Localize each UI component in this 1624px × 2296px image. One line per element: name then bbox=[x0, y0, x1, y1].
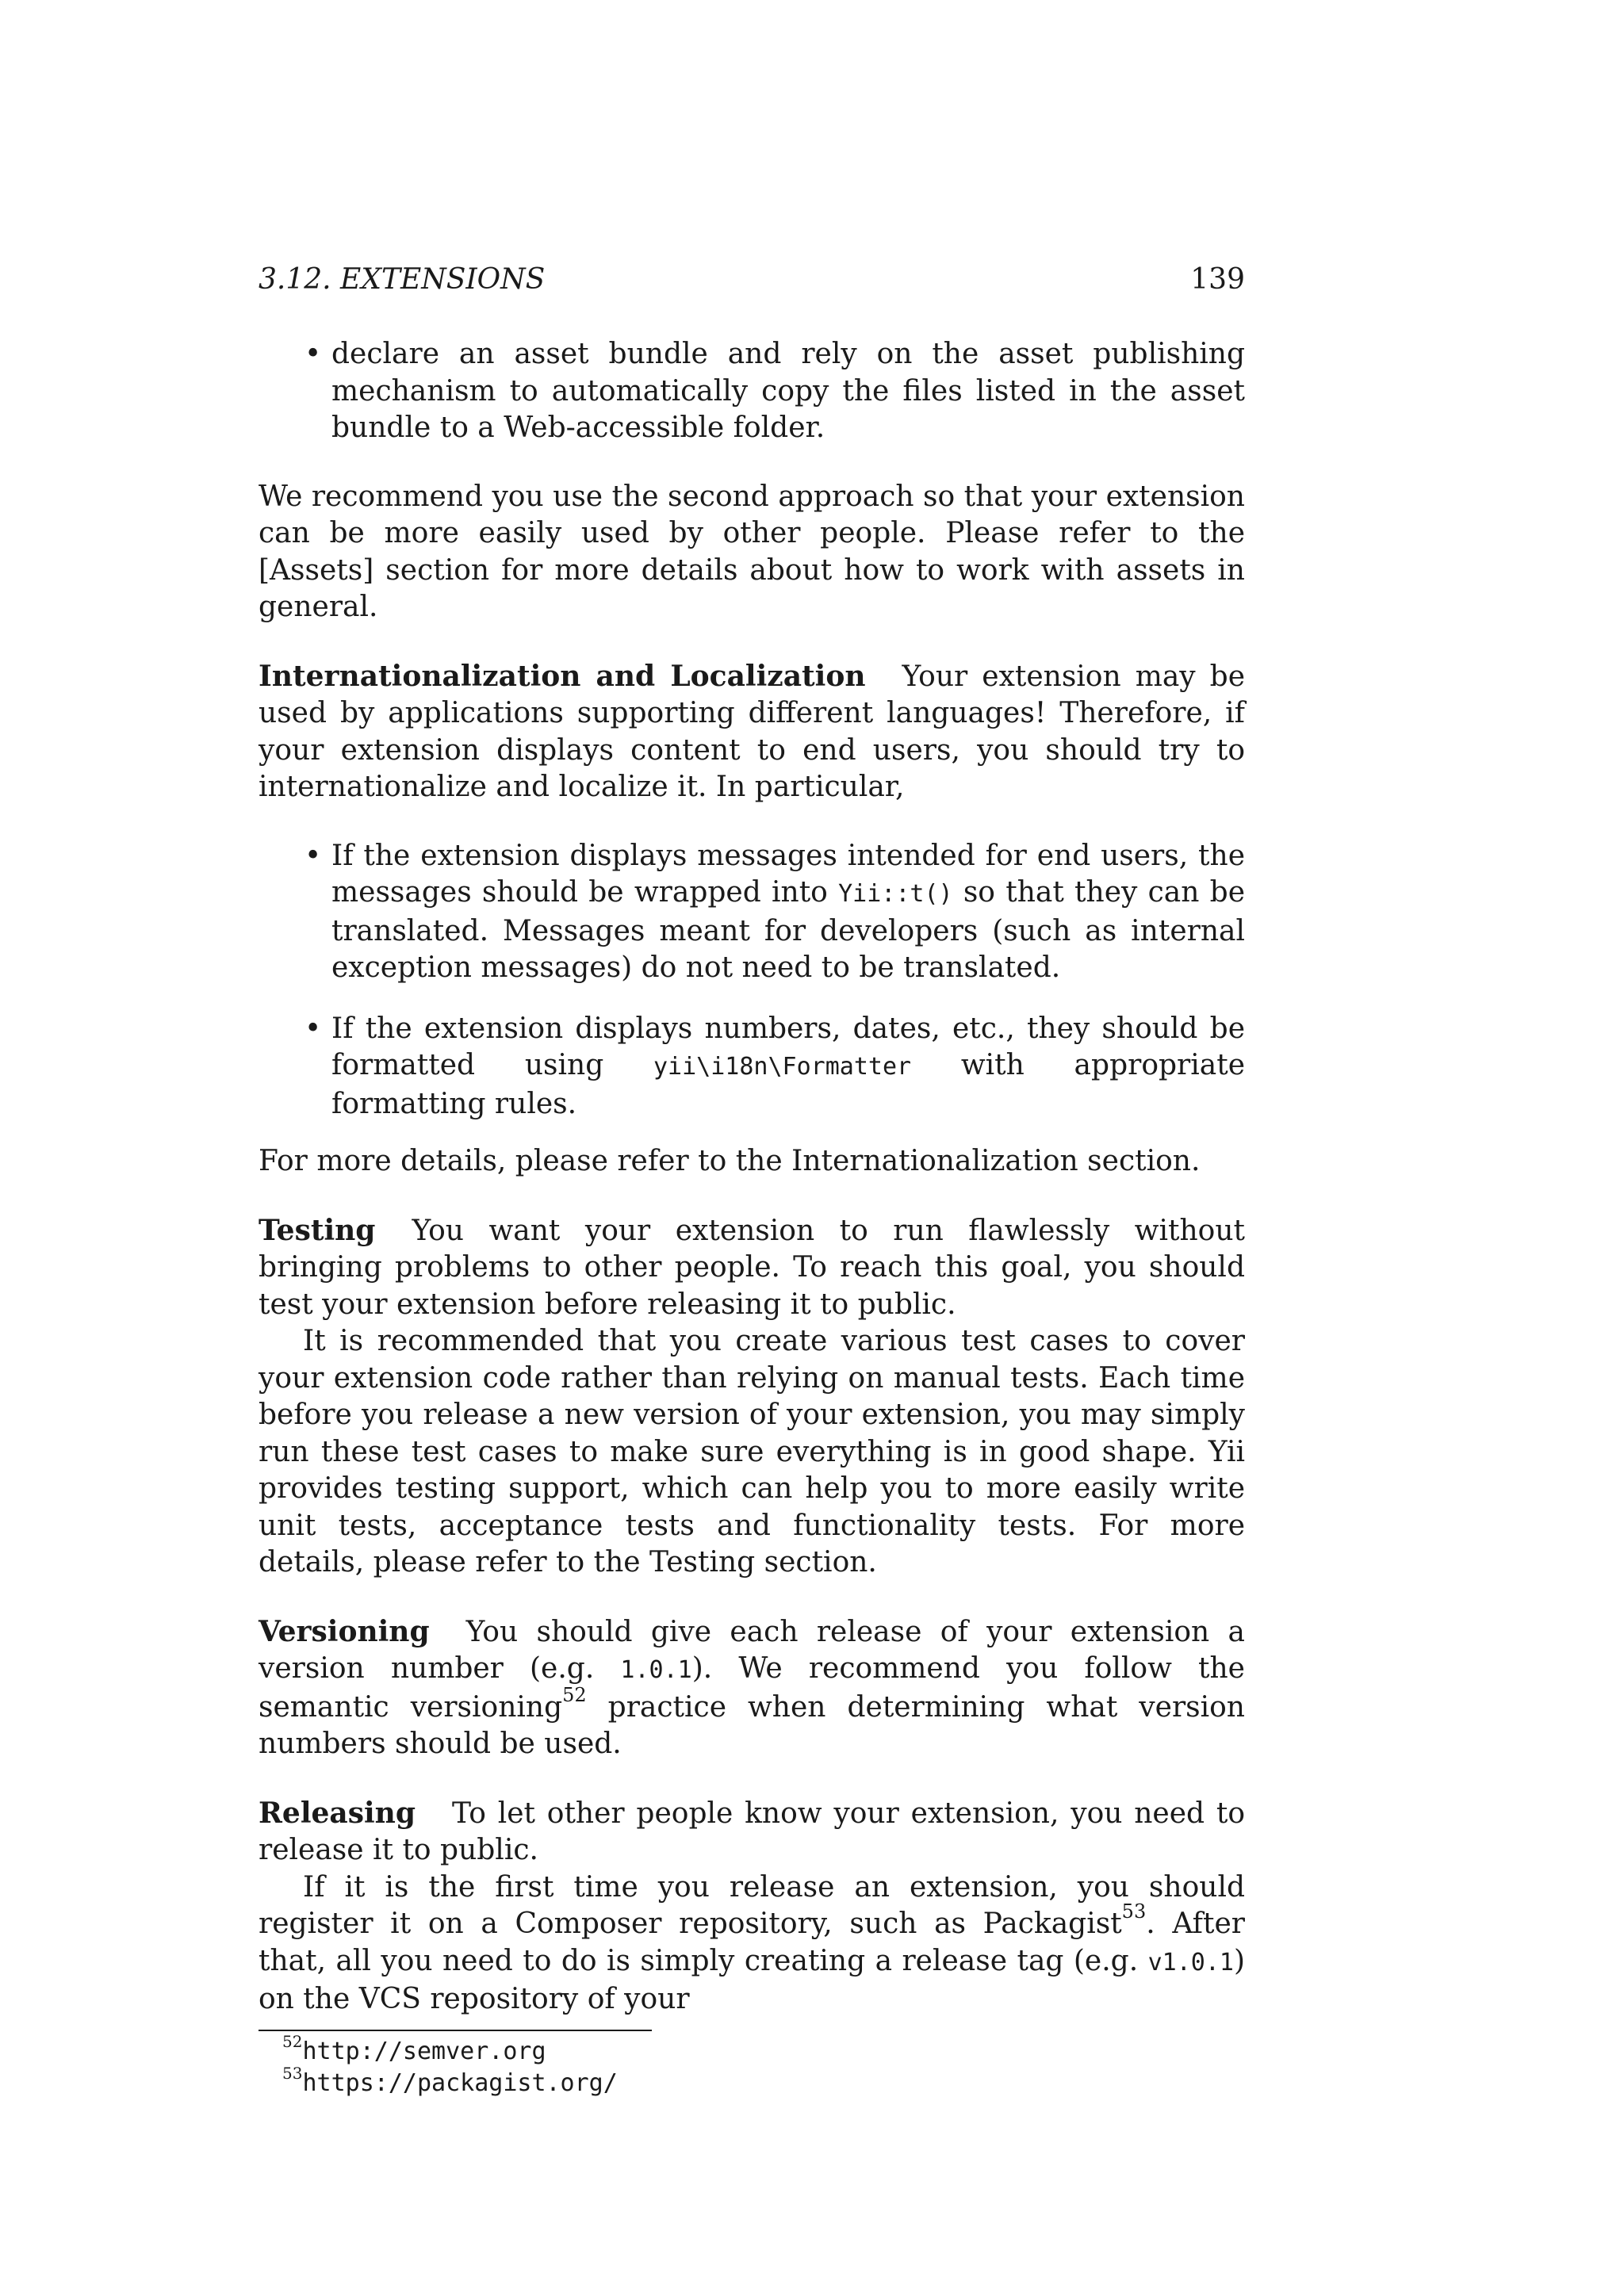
versioning-section bbox=[259, 1613, 1245, 1763]
releasing-section bbox=[259, 1795, 1245, 1869]
list-item-text: so that they can be translated. Messages meant for developers (such as internal exception messages) do not need to be translated. bbox=[331, 876, 1245, 984]
list-item-text: with appropriate formatting rules. bbox=[331, 1049, 1245, 1120]
paragraph: For more details, please refer to the Internationalization section. bbox=[259, 1145, 1201, 1177]
footnote-number: 53 bbox=[282, 2063, 303, 2083]
footnote-link[interactable]: http://semver.org bbox=[302, 2037, 546, 2065]
section-heading: Testing bbox=[259, 1213, 376, 1247]
paragraph: It is recommended that you create various test cases to cover your extension code rather than relying on manual tests. Each time before you release a new version of your extension, you may simply run these test cases to make sure everything is in good shape. Yii provides testing support, which can help you to more easily write unit tests, acceptance tests and functionality tests. For more details, please refer to the Testing section. bbox=[259, 1325, 1245, 1578]
footnote bbox=[259, 2063, 1245, 2099]
paragraph-text: If it is the first time you release an extension, you should register it on a Composer repository, such as Packagist bbox=[259, 1870, 1245, 1940]
list-item-text: If the extension displays messages intended for end users, the messages should be wrapped into bbox=[331, 839, 1245, 909]
list-item-text: If the extension displays numbers, dates, etc., they should be formatted using bbox=[331, 1012, 1245, 1081]
footnote-marker[interactable]: 53 bbox=[1121, 1900, 1147, 1923]
footnote-marker[interactable]: 52 bbox=[562, 1683, 587, 1706]
inline-code: 1.0.1 bbox=[620, 1656, 692, 1684]
bullet-icon: • bbox=[304, 839, 322, 872]
list-item-text: declare an asset bundle and rely on the asset publishing mechanism to automatically copy the files listed in the asset bundle to a Web-accessible folder. bbox=[331, 338, 1245, 444]
page-number: 139 bbox=[1190, 263, 1245, 296]
section-heading: Internationalization and Localization bbox=[259, 659, 866, 693]
footnote bbox=[259, 2031, 1245, 2068]
bullet-icon: • bbox=[304, 338, 322, 370]
testing-section bbox=[259, 1212, 1245, 1324]
section-title: 3.12. EXTENSIONS bbox=[259, 263, 546, 296]
paragraph-text: To let other people know your extension, you need to release it to public. bbox=[259, 1797, 1245, 1866]
section-heading: Versioning bbox=[259, 1614, 430, 1648]
i18n-bullet-list bbox=[259, 838, 1245, 1123]
running-header bbox=[259, 262, 1245, 298]
inline-code: yii\i18n\Formatter bbox=[653, 1053, 912, 1081]
asset-bullet-list bbox=[259, 336, 1245, 447]
paragraph-text: Your extension may be used by applications supporting different languages! Therefore, if your extension displays content to end users, you should try to internationalize and localize it. In particular, bbox=[259, 660, 1245, 803]
paragraph-text: . After that, all you need to do is simply creating a release tag (e.g. bbox=[259, 1908, 1245, 1977]
inline-code: v1.0.1 bbox=[1147, 1948, 1234, 1976]
paragraph-text: You want your extension to run flawlessly without bringing problems to other people. To reach this goal, you should test your extension before releasing it to public. bbox=[259, 1214, 1245, 1321]
list-item bbox=[259, 1011, 1245, 1123]
paragraph-text: ). We recommend you follow the semantic versioning bbox=[259, 1652, 1245, 1724]
document-page bbox=[259, 262, 1245, 2099]
inline-code: Yii::t() bbox=[838, 880, 953, 908]
bullet-icon: • bbox=[304, 1012, 322, 1045]
footnote-divider bbox=[259, 2030, 652, 2031]
paragraph-text: practice when determining what version numbers should be used. bbox=[259, 1690, 1245, 1760]
paragraph-text: ) on the VCS repository of your bbox=[259, 1944, 1245, 2015]
list-item bbox=[259, 838, 1245, 987]
footnote-number: 52 bbox=[282, 2031, 303, 2051]
i18n-section bbox=[259, 658, 1245, 806]
list-item bbox=[259, 336, 1245, 447]
paragraph-text: You should give each release of your extension a version number (e.g. bbox=[259, 1615, 1245, 1685]
paragraph: We recommend you use the second approach so that your extension can be more easily used by other people. Please refer to the [Assets] section for more details about how to work with assets in general. bbox=[259, 480, 1245, 623]
section-heading: Releasing bbox=[259, 1796, 416, 1830]
paragraph bbox=[259, 1869, 1245, 2019]
footnote-link[interactable]: https://packagist.org/ bbox=[302, 2068, 618, 2097]
